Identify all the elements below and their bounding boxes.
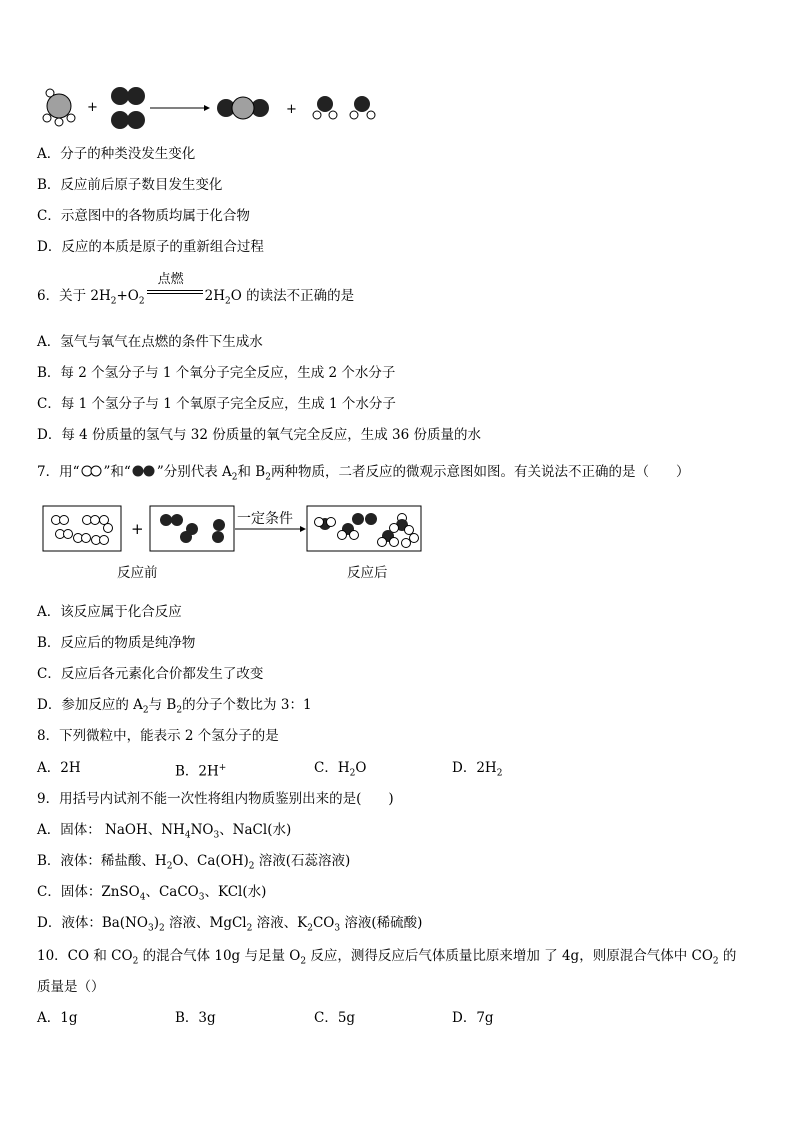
q7-label-after: 反应后 — [347, 565, 388, 581]
q7-reaction-diagram — [42, 505, 426, 555]
q8-option-d: D．$2H_2$ — [452, 760, 503, 779]
q5-option-a: A．分子的种类没发生变化 — [37, 146, 196, 162]
q6-option-a: A．氢气与氧气在点燃的条件下生成水 — [37, 334, 263, 350]
q9-stem: 9．用括号内试剂不能一次性将组内物质鉴别出来的是( ) — [37, 791, 394, 807]
q8-option-a: A．2H — [37, 760, 81, 776]
q7-option-d: D．参加反应的 $A_2$与 $B_2$的分子个数比为 3：1 — [37, 697, 312, 716]
q7-stem: 7．用“ ”和“ ”分别代表 $A_2$和 $B_2$两种物质，二者反应的微观示意图如图。有关说法不正确的是（ ） — [37, 464, 690, 483]
q6-option-d: D．每 4 份质量的氢气与 32 份质量的氧气完全反应，生成 36 份质量的水 — [37, 427, 482, 443]
q7-option-b: B．反应后的物质是纯净物 — [37, 635, 196, 651]
q6-stem: 6．关于 $2H_2+O_2$ 点燃 $2H_2O$ 的读法不正确的是 — [37, 272, 355, 307]
q9-option-a: A．固体： NaOH、$NH_4NO_3$、NaCl(水) — [37, 822, 292, 841]
q8-option-b: B．2H+ — [175, 763, 227, 780]
svg-text:+: + — [286, 102, 297, 117]
svg-text:+: + — [131, 520, 144, 538]
q9-option-d: D．液体：$Ba(NO_3)_2$ 溶液、MgCl$_2$ 溶液、$K_2CO_3$ 溶液(稀硫酸) — [37, 915, 423, 934]
q10-stem-line1: 10．CO 和 $CO_2$ 的混合气体 10g 与足量 $O_2$ 反应，测得反应后气体质量比原来增加 了 4g，则原混合气体中 $CO_2$ 的 — [37, 948, 737, 967]
q7-option-a: A．该反应属于化合反应 — [37, 604, 182, 620]
svg-text:+: + — [87, 100, 98, 115]
q7-option-c: C．反应后各元素化合价都发生了改变 — [37, 666, 264, 682]
q10-stem-line2: 质量是（） — [37, 979, 105, 995]
b2-molecule-icon — [131, 465, 157, 477]
q10-option-b: B．3g — [175, 1010, 216, 1026]
q7-condition: 一定条件 — [237, 511, 293, 527]
q6-option-b: B．每 2 个氢分子与 1 个氧分子完全反应，生成 2 个水分子 — [37, 365, 396, 381]
q5-reaction-diagram — [38, 84, 388, 130]
q8-option-c: C．$H_2O$ — [314, 760, 367, 779]
q6-condition-equals: 点燃 — [145, 286, 205, 300]
q8-stem: 8．下列微粒中，能表示 2 个氢分子的是 — [37, 728, 279, 744]
q5-option-d: D．反应的本质是原子的重新组合过程 — [37, 239, 264, 255]
q7-label-before: 反应前 — [117, 565, 158, 581]
a2-molecule-icon — [80, 465, 104, 477]
q5-option-c: C．示意图中的各物质均属于化合物 — [37, 208, 250, 224]
q10-option-d: D．7g — [452, 1010, 494, 1026]
q10-option-c: C．5g — [314, 1010, 356, 1026]
q9-option-b: B．液体：稀盐酸、$H_2O$、$Ca(OH)_2$ 溶液(石蕊溶液) — [37, 853, 351, 872]
q6-option-c: C．每 1 个氢分子与 1 个氧原子完全反应，生成 1 个水分子 — [37, 396, 396, 412]
q10-option-a: A．1g — [37, 1010, 78, 1026]
q5-option-b: B．反应前后原子数目发生变化 — [37, 177, 223, 193]
q9-option-c: C．固体：ZnSO$_4$、CaCO$_3$、KCl(水) — [37, 884, 267, 903]
